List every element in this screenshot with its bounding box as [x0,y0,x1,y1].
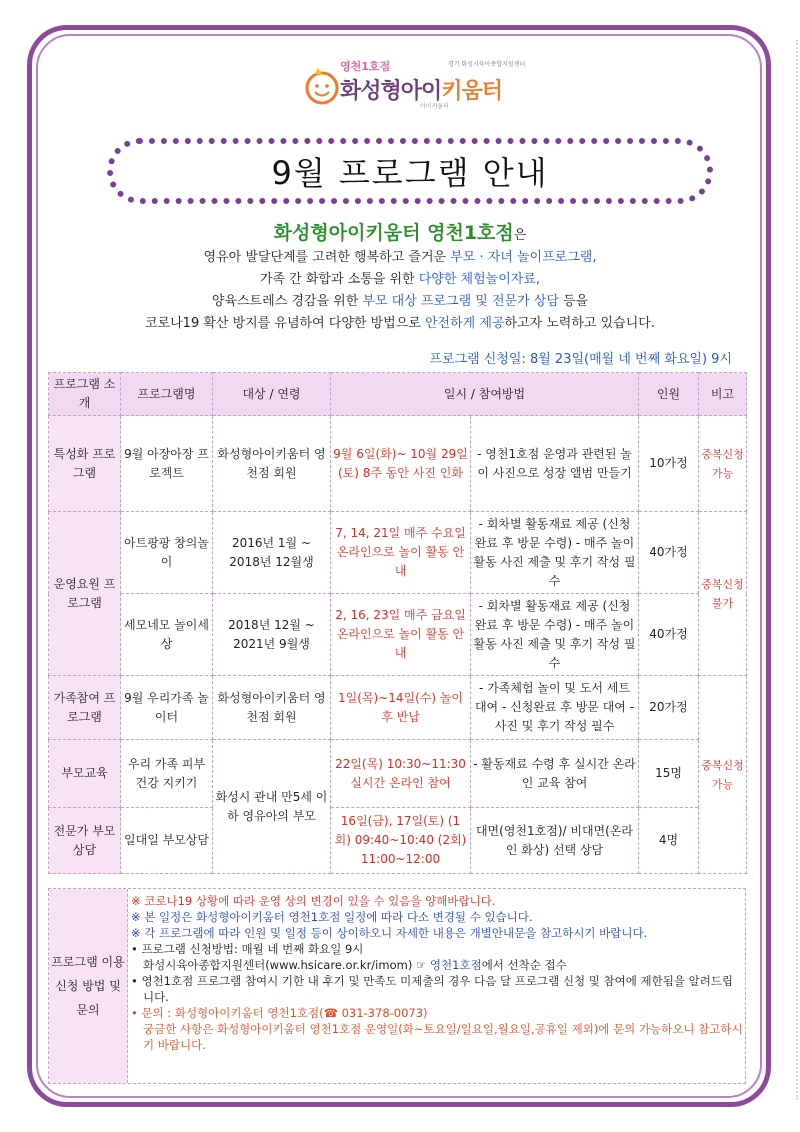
program-method: - 가족체험 놀이 및 도서 세트 대여 - 신청완료 후 방문 대여 - 사진 및 후기 작성 필수 [471,676,639,740]
program-count: 20가정 [639,676,699,740]
program-note: 중복신청가능 [699,676,747,874]
logo-name: 화성형아이키움터 [340,79,503,104]
intro [40,222,760,335]
table-row [49,416,747,512]
intro-line-1: 영유아 발달단계를 고려한 행복하고 즐거운 부모 · 자녀 놀이프로그램, [203,250,597,265]
page-title: 9월 프로그램 안내 [271,154,549,192]
program-target: 화성시 관내 만5세 이하 영유아의 부모 [213,740,331,874]
program-method: - 회차별 활동재료 제공 (신청완료 후 방문 수령) - 매주 놀이 활동 사진 제출 및 후기 작성 필수 [471,594,639,676]
row-category: 부모교육 [49,740,121,808]
apply-date: 프로그램 신청일: 8월 23일(매월 네 번째 화요일) 9시 [429,352,732,367]
table-row [49,512,747,594]
program-count: 15명 [639,740,699,808]
program-date: 16일(금), 17일(토) (1회) 09:40~10:40 (2회) 11:00~12:00 [331,808,471,874]
program-count: 40가정 [639,512,699,594]
intro-line-2: 가족 간 화합과 소통을 위한 다양한 체험놀이자료, [259,272,541,287]
header-intro: 프로그램 소개 [49,373,121,416]
logo [300,58,540,110]
program-name: 세모네모 놀이세상 [121,594,213,676]
page-title-box [107,138,713,204]
table-row [49,808,747,874]
program-date: 7, 14, 21일 매주 수요일 온라인으로 놀이 활동 안내 [331,512,471,594]
program-target: 화성형아이키움터 영천점 회원 [213,416,331,512]
logo-tagline: 경기 화성시육아종합지원센터 [448,61,526,68]
intro-line-4: 코로나19 확산 방지를 유념하여 다양한 방법으로 안전하게 제공하고자 노력하고 있습니다. [145,316,655,331]
program-count: 10가정 [639,416,699,512]
program-date: 9월 6일(화)~ 10월 29일(토) 8주 동안 사진 인화 [331,416,471,512]
program-name: 우리 가족 피부건강 지키기 [121,740,213,808]
header-target: 대상 / 연령 [213,373,331,416]
row-category: 운영요원 프로그램 [49,512,121,676]
program-target: 2018년 12월 ~ 2021년 9월생 [213,594,331,676]
program-date: 1일(목)~14일(수) 놀이 후 반납 [331,676,471,740]
table-row [49,594,747,676]
header-count: 인원 [639,373,699,416]
row-category: 가족참여 프로그램 [49,676,121,740]
apply-method: • 프로그램 신청방법: 매월 네 번째 화요일 9시 [131,942,364,956]
header-name: 프로그램명 [121,373,213,416]
contact-note: 궁금한 사항은 화성형아이키움터 영천1호점 운영일(화~토요일/일요일,월요일,공휴일 제외)에 문의 가능하오니 참고하시기 바랍니다. [143,1022,743,1052]
logo-sub: 아이키움터 [420,103,449,110]
program-table [48,372,747,874]
program-note: 중복신청불가 [699,512,747,676]
program-method: - 회차별 활동재료 제공 (신청완료 후 방문 수령) - 매주 놀이 활동 사진 제출 및 후기 작성 필수 [471,512,639,594]
program-name: 아트팡팡 창의놀이 [121,512,213,594]
apply-site: 화성시육아종합지원센터(www.hsicare.or.kr/imom) ☞ 영천1호점에서 선착순 접수 [143,958,567,972]
program-date: 22일(목) 10:30~11:30 실시간 온라인 참여 [331,740,471,808]
review-notice: • 영천1호점 프로그램 참여시 기한 내 후기 및 만족도 미제출의 경우 다음 달 프로그램 신청 및 참여에 제한됨을 알려드립니다. [131,974,734,1004]
header-date: 일시 / 참여방법 [331,373,639,416]
notice-1: ※ 코로나19 상황에 따라 운영 상의 변경이 있을 수 있음을 양해바랍니다. [131,894,496,908]
program-name: 9월 아장아장 프로젝트 [121,416,213,512]
program-name: 일대일 부모상담 [121,808,213,874]
intro-heading: 화성형아이키움터 영천1호점은 [273,222,527,244]
table-row [49,740,747,808]
contact: • 문의 : 화성형아이키움터 영천1호점(☎ 031-378-0073) [131,1006,428,1020]
program-count: 4명 [639,808,699,874]
intro-line-3: 양육스트레스 경감을 위한 부모 대상 프로그램 및 전문가 상담 등을 [211,294,589,309]
program-target: 2016년 1월 ~ 2018년 12월생 [213,512,331,594]
info-box [48,888,746,1084]
table-header-row [49,373,747,416]
row-category: 특성화 프로그램 [49,416,121,512]
header-note: 비고 [699,373,747,416]
program-count: 40가정 [639,594,699,676]
row-category: 전문가 부모상담 [49,808,121,874]
table-row [49,676,747,740]
page-edge [788,40,798,1100]
program-method: - 영천1호점 운영과 관련된 놀이 사진으로 성장 앨범 만들기 [471,416,639,512]
program-target: 화성형아이키움터 영천점 회원 [213,676,331,740]
logo-branch: 영천1호점 [340,60,391,73]
program-name: 9월 우리가족 놀이터 [121,676,213,740]
info-label: 프로그램 이용신청 방법 및 문의 [49,889,128,1083]
program-method: 대면(영천1호점)/ 비대면(온라인 화상) 선택 상담 [471,808,639,874]
program-note: 중복신청가능 [699,416,747,512]
info-body [131,893,743,1053]
child-face-icon [302,66,342,106]
program-method: - 활동재료 수령 후 실시간 온라인 교육 참여 [471,740,639,808]
program-date: 2, 16, 23일 매주 금요일 온라인으로 놀이 활동 안내 [331,594,471,676]
notice-2: ※ 본 일정은 화성형아이키움터 영천1호점 일정에 따라 다소 변경될 수 있습니다. [131,910,533,924]
notice-3: ※ 각 프로그램에 따라 인원 및 일정 등이 상이하오니 자세한 내용은 개별안내문을 참고하시기 바랍니다. [131,926,648,940]
